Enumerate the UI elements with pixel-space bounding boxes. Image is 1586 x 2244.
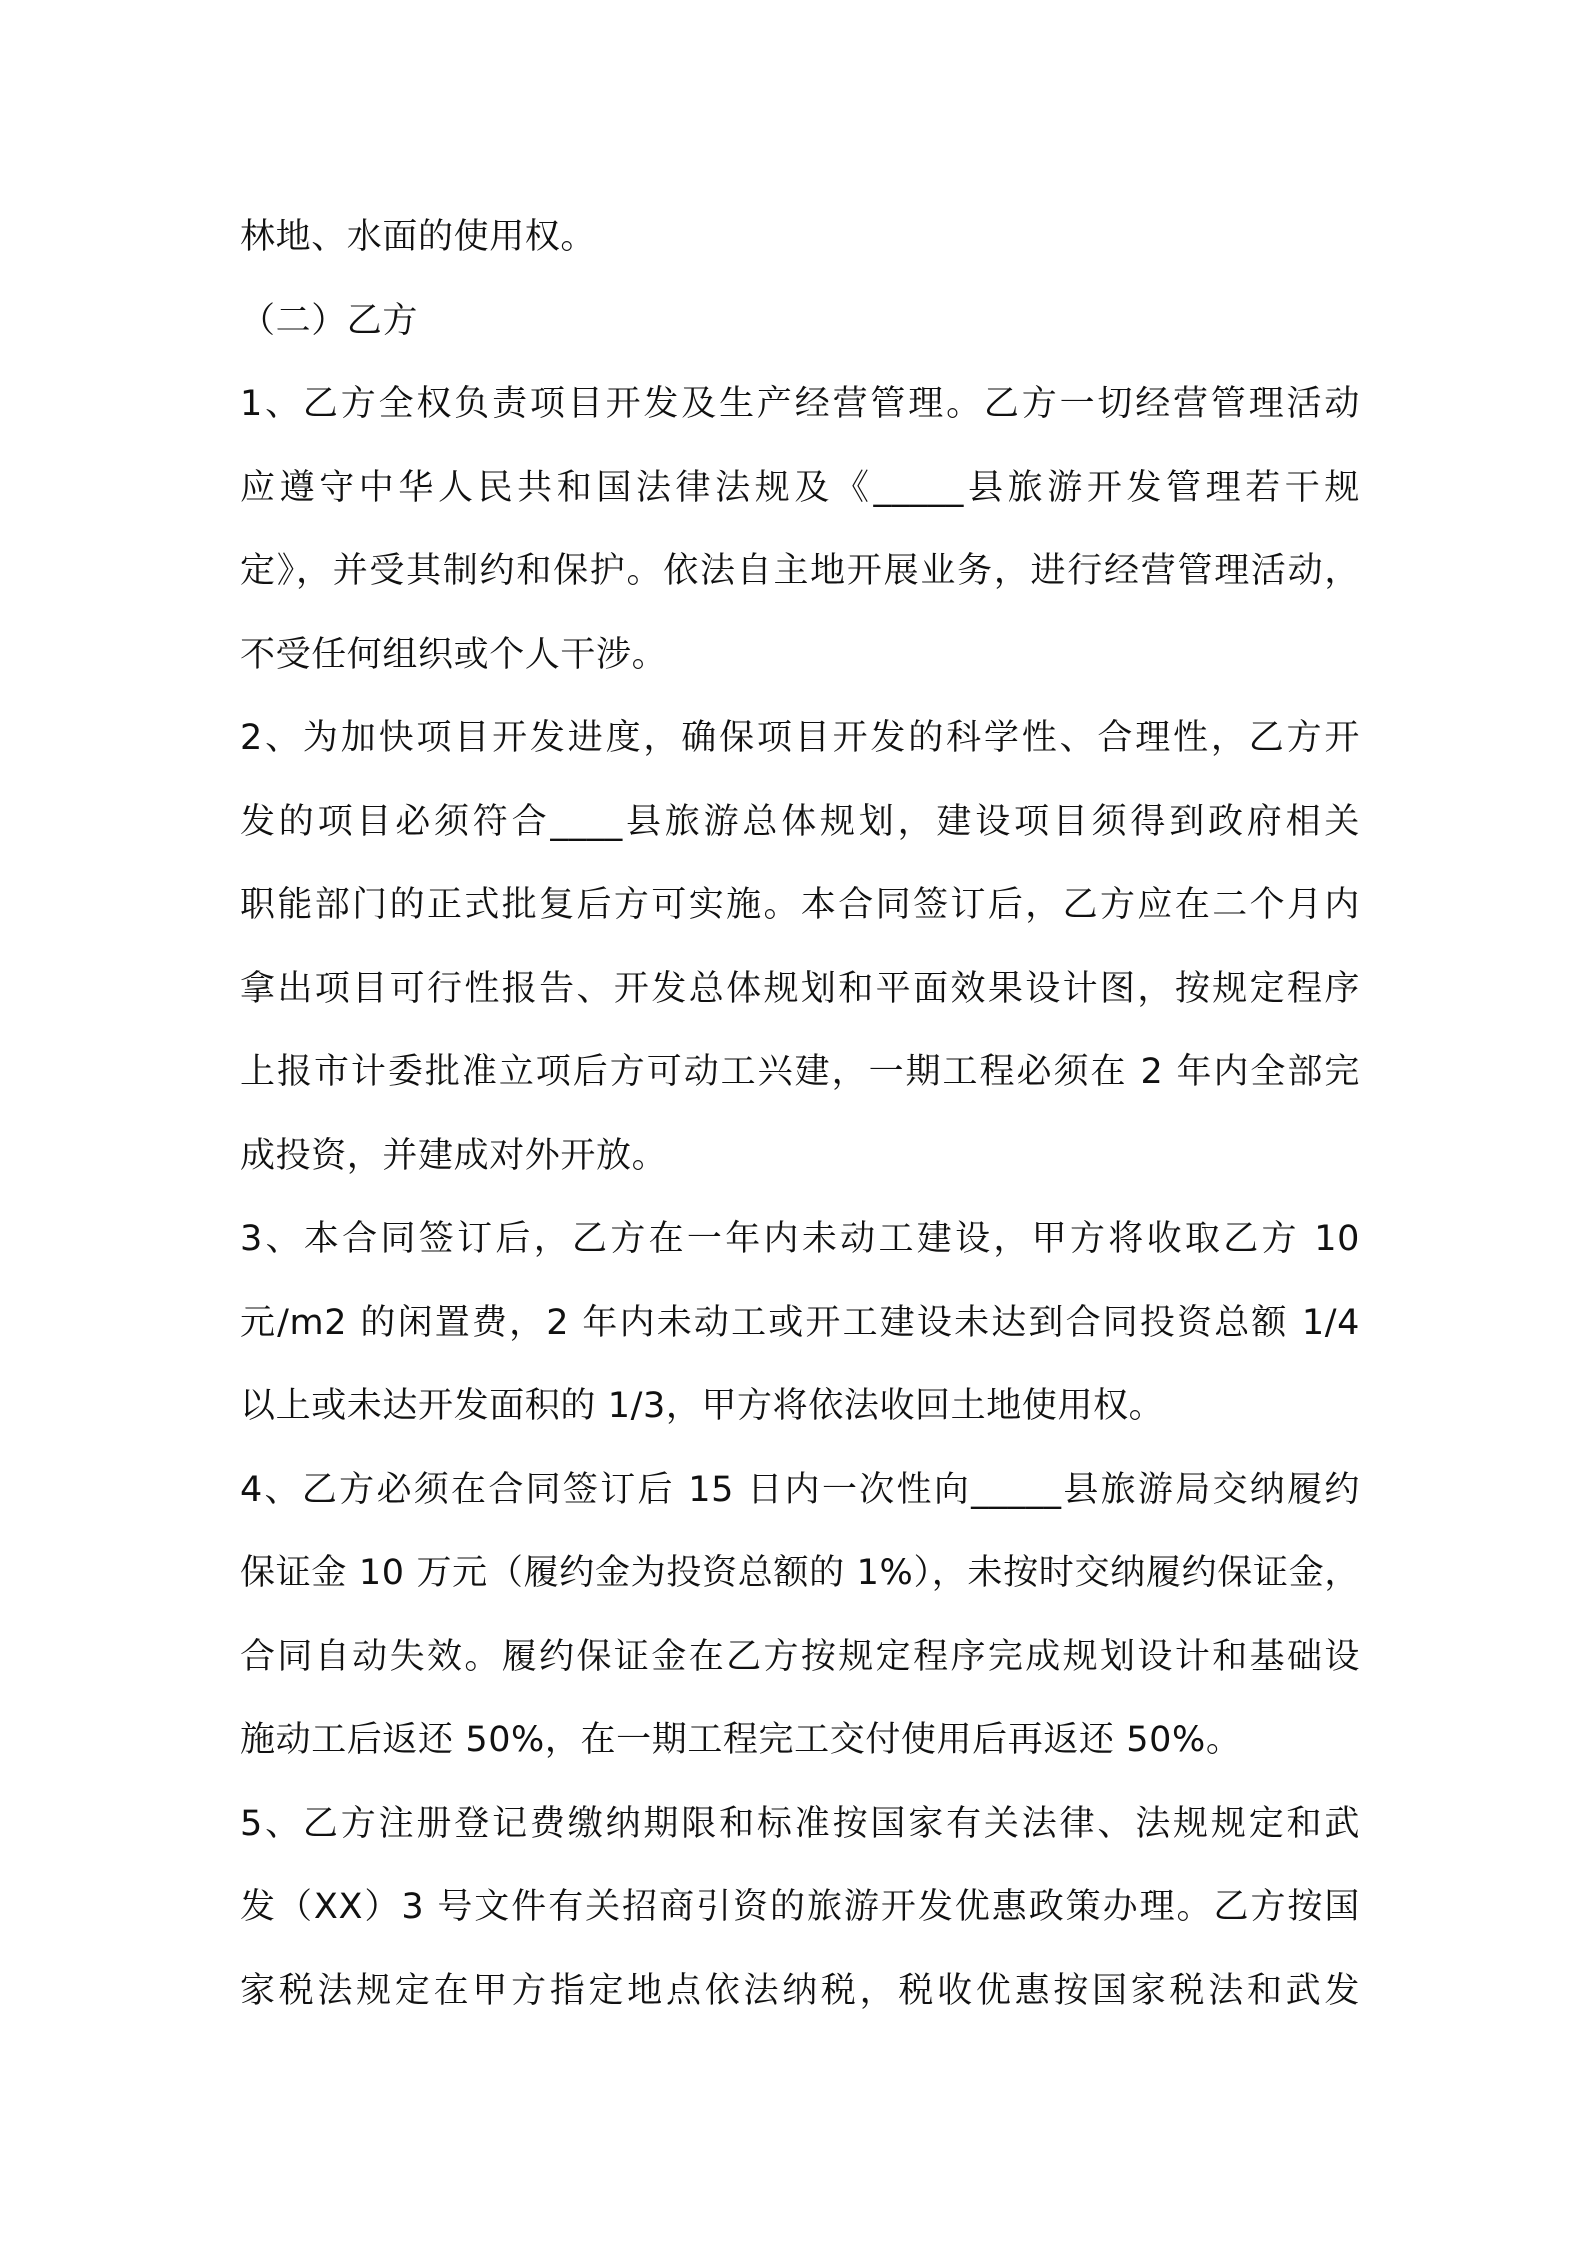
section-heading: （二）乙方 xyxy=(240,300,419,341)
paragraph-line: 应遵守中华人民共和国法律法规及《_____县旅游开发管理若干规 xyxy=(240,467,1360,508)
paragraph-line: 林地、水面的使用权。 xyxy=(240,217,597,257)
paragraph-line: 保证金 10 万元（履约金为投资总额的 1%），未按时交纳履约保证金， xyxy=(240,1553,1360,1593)
paragraph-line: 成投资，并建成对外开放。 xyxy=(240,1135,668,1176)
paragraph-line: 发的项目必须符合____县旅游总体规划，建设项目须得到政府相关 xyxy=(240,801,1360,842)
paragraph-line: 发（XX）3 号文件有关招商引资的旅游开发优惠政策办理。乙方按国 xyxy=(240,1887,1360,1927)
paragraph-line: 2、为加快项目开发进度，确保项目开发的科学性、合理性，乙方开 xyxy=(240,718,1360,758)
paragraph-line: 家税法规定在甲方指定地点依法纳税，税收优惠按国家税法和武发 xyxy=(240,1970,1360,2011)
paragraph-line: 合同自动失效。履约保证金在乙方按规定程序完成规划设计和基础设 xyxy=(240,1636,1360,1677)
paragraph-line: 上报市计委批准立项后方可动工兴建，一期工程必须在 2 年内全部完 xyxy=(240,1052,1360,1092)
paragraph-line: 拿出项目可行性报告、开发总体规划和平面效果设计图，按规定程序 xyxy=(240,968,1360,1009)
paragraph-line: 3、本合同签订后，乙方在一年内未动工建设，甲方将收取乙方 10 xyxy=(240,1219,1360,1259)
paragraph-line: 4、乙方必须在合同签订后 15 日内一次性向_____县旅游局交纳履约 xyxy=(240,1469,1360,1510)
paragraph-line: 元/m2 的闲置费，2 年内未动工或开工建设未达到合同投资总额 1/4 xyxy=(240,1302,1360,1343)
document-body xyxy=(240,196,1360,2033)
paragraph-line: 不受任何组织或个人干涉。 xyxy=(240,634,668,675)
paragraph-line: 定》，并受其制约和保护。依法自主地开展业务，进行经营管理活动， xyxy=(240,551,1360,591)
paragraph-line: 5、乙方注册登记费缴纳期限和标准按国家有关法律、法规规定和武 xyxy=(240,1803,1360,1844)
paragraph-line: 施动工后返还 50%，在一期工程完工交付使用后再返还 50%。 xyxy=(240,1720,1242,1760)
paragraph-line: 职能部门的正式批复后方可实施。本合同签订后，乙方应在二个月内 xyxy=(240,885,1360,925)
paragraph-line: 1、乙方全权负责项目开发及生产经营管理。乙方一切经营管理活动 xyxy=(240,384,1360,424)
paragraph-line: 以上或未达开发面积的 1/3，甲方将依法收回土地使用权。 xyxy=(240,1386,1165,1426)
